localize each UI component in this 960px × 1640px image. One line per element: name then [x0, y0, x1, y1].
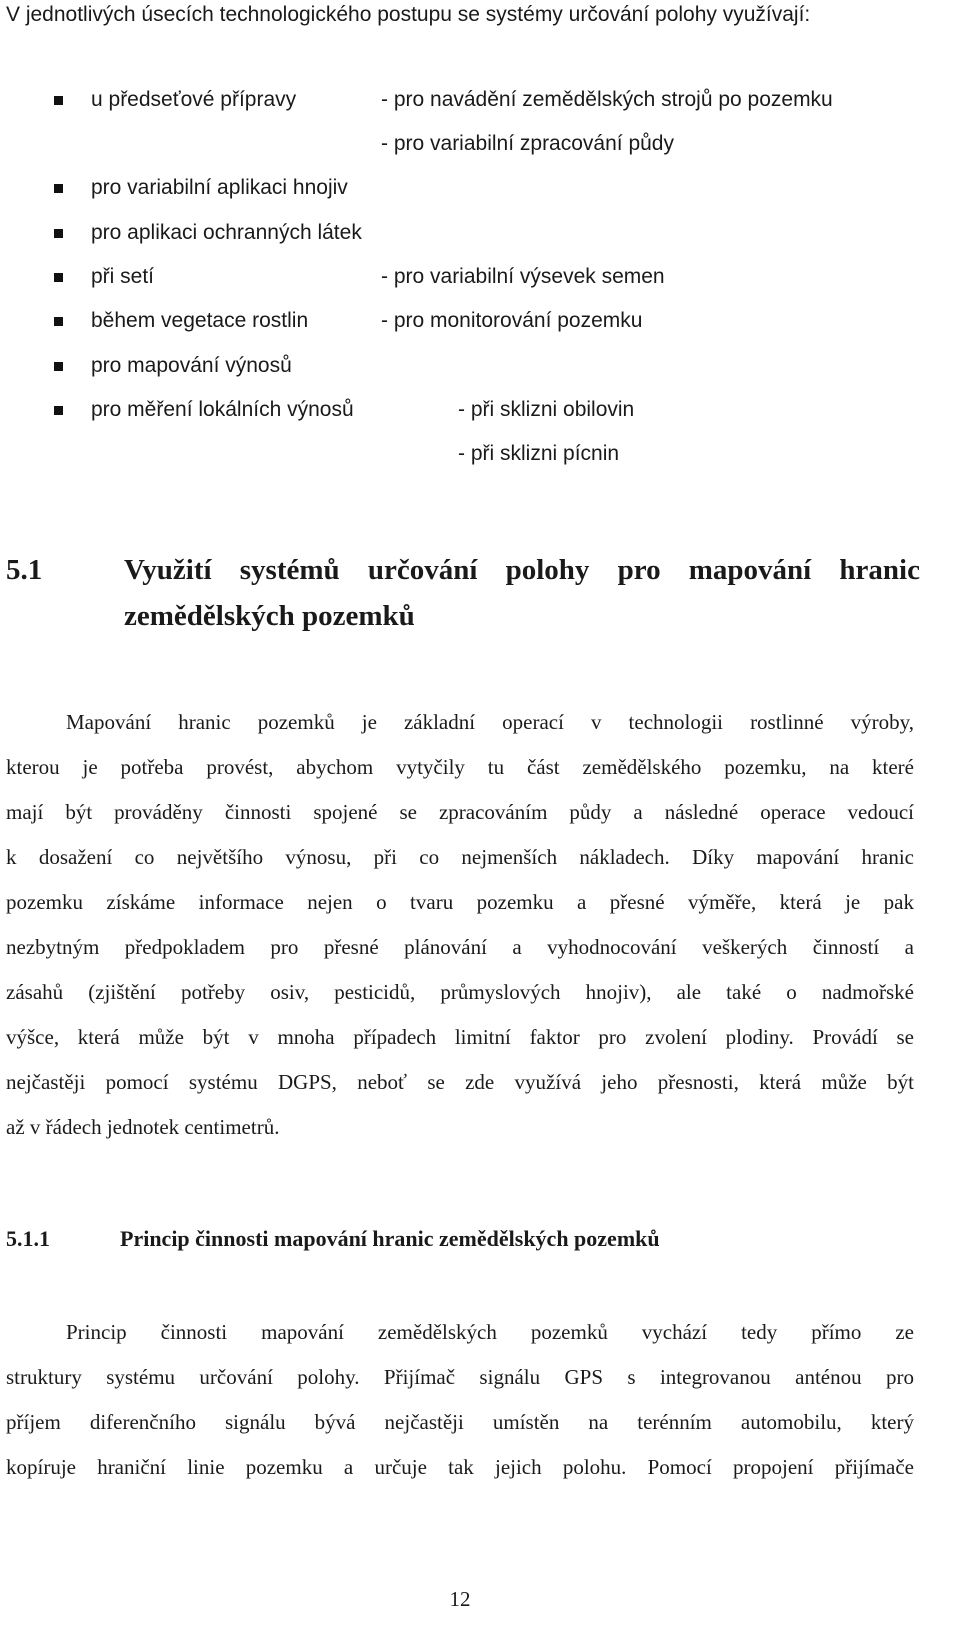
subsection-number: 5.1.1: [6, 1226, 50, 1251]
square-bullet-icon: [54, 96, 63, 105]
list-item-label: při setí: [91, 265, 155, 288]
square-bullet-icon: [54, 317, 63, 326]
paragraph: [6, 700, 914, 1150]
paragraph: [6, 1310, 914, 1490]
paragraph-line: mají být prováděny činnosti spojené se zpracováním půdy a následné operace vedoucí: [6, 800, 914, 824]
list-item-sub: - pro navádění zemědělských strojů po pozemku: [381, 88, 833, 111]
list-item-label: pro variabilní aplikaci hnojiv: [91, 176, 348, 199]
paragraph-line: k dosažení co největšího výnosu, při co nejmenších nákladech. Díky mapování hranic: [6, 845, 914, 869]
section-heading: [6, 552, 920, 642]
list-item-sub: - pro variabilní výsevek semen: [381, 265, 665, 288]
list-item-label: u předseťové přípravy: [91, 88, 297, 111]
paragraph-line: výšce, která může být v mnoha případech limitní faktor pro zvolení plodiny. Provádí se: [6, 1025, 914, 1049]
section-title-line1: Využití systémů určování polohy pro mapování hranic: [124, 554, 920, 586]
page-number: 12: [449, 1587, 471, 1611]
paragraph-line: příjem diferenčního signálu bývá nejčastěji umístěn na terénním automobilu, který: [6, 1410, 914, 1434]
square-bullet-icon: [54, 362, 63, 371]
square-bullet-icon: [54, 406, 63, 415]
subsection-title: Princip činnosti mapování hranic zemědělských pozemků: [120, 1226, 660, 1251]
list-item-sub: - při sklizni obilovin: [458, 398, 635, 421]
paragraph-line: Princip činnosti mapování zemědělských pozemků vychází tedy přímo ze: [66, 1320, 914, 1344]
paragraph-line: nezbytným předpokladem pro přesné plánování a vyhodnocování veškerých činností a: [6, 935, 914, 959]
list-item-sub: - pro variabilní zpracování půdy: [381, 132, 674, 155]
section-title-line2: zemědělských pozemků: [124, 600, 415, 632]
square-bullet-icon: [54, 273, 63, 282]
list-item-sub: - pro monitorování pozemku: [381, 309, 643, 332]
list-item-label: během vegetace rostlin: [91, 309, 309, 332]
intro-text: V jednotlivých úsecích technologického postupu se systémy určování polohy využívají:: [6, 3, 811, 26]
section-number: 5.1: [6, 554, 43, 586]
list-item-label: pro mapování výnosů: [91, 354, 292, 377]
paragraph-line: nejčastěji pomocí systému DGPS, neboť se zde využívá jeho přesnosti, která může být: [6, 1070, 914, 1094]
paragraph-line: kterou je potřeba provést, abychom vytyčily tu část zemědělského pozemku, na které: [6, 755, 914, 779]
square-bullet-icon: [54, 229, 63, 238]
paragraph-line: Mapování hranic pozemků je základní operací v technologii rostlinné výroby,: [66, 710, 914, 734]
list-item-sub: - při sklizni pícnin: [458, 442, 620, 465]
paragraph-line: pozemku získáme informace nejen o tvaru pozemku a přesné výměře, která je pak: [6, 890, 914, 914]
list-item-label: pro aplikaci ochranných látek: [91, 221, 362, 244]
paragraph-line: až v řádech jednotek centimetrů.: [6, 1115, 280, 1139]
list-item-label: pro měření lokálních výnosů: [91, 398, 354, 421]
square-bullet-icon: [54, 184, 63, 193]
paragraph-line: kopíruje hraniční linie pozemku a určuje tak jejich polohu. Pomocí propojení přijímače: [6, 1455, 914, 1479]
paragraph-line: zásahů (zjištění potřeby osiv, pesticidů, průmyslových hnojiv), ale také o nadmořské: [6, 980, 914, 1004]
paragraph-line: struktury systému určování polohy. Přijímač signálu GPS s integrovanou anténou pro: [6, 1365, 914, 1389]
